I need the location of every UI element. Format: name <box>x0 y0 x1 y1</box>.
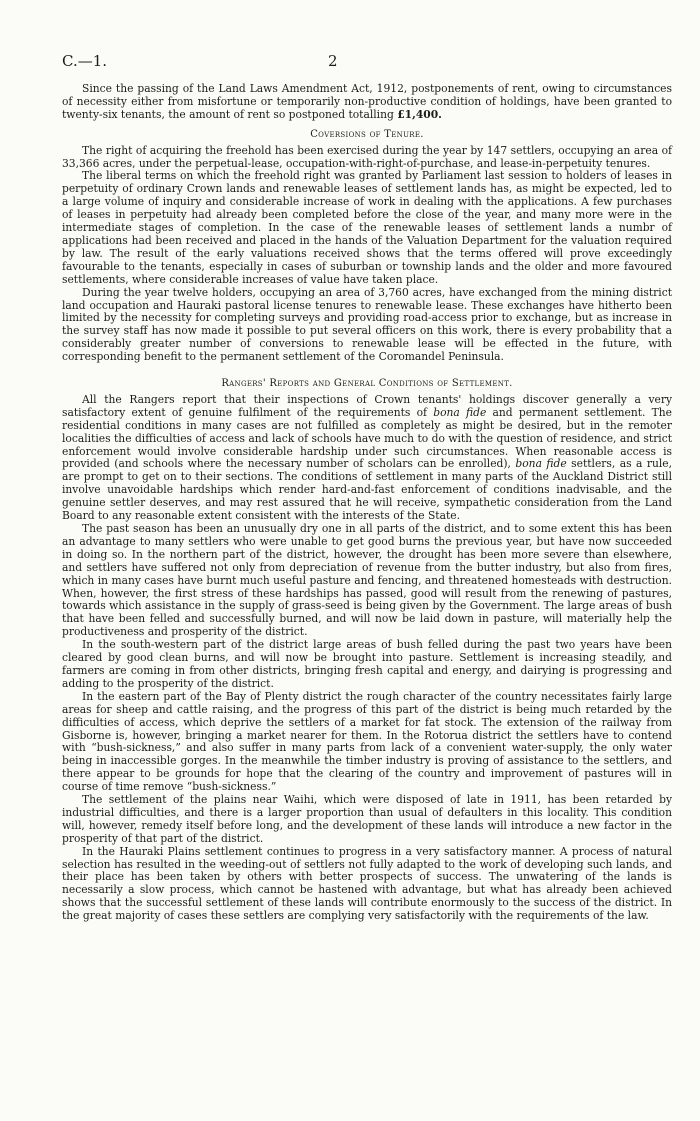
paragraph-rent-postponement <box>62 83 672 122</box>
document-body <box>62 83 672 923</box>
paragraph-exchanges: During the year twelve holders, occupying an area of 3,760 acres, have exchanged from the mining district land occupation and Hauraki pastoral license tenures to renewable lease. These exchanges have hitherto been limited by the necessity for completing surveys and providing road-access prior to exchange, but as increase in the survey staff has now made it possible to put several officers on this work, there is every probability that a considerably greater number of conversions to renewable lease will be effected in the future, with corresponding benefit to the permanent settlement of the Coromandel Peninsula. <box>62 285 672 364</box>
paragraph-dry-season: The past season has been an unusually dry one in all parts of the district, and to some extent this has been an advantage to many settlers who were unable to get good burns the previous year, but have now succeeded in doing so. In the northern part of the district, however, the drought has been more severe than elsewhere, and settlers have suffered not only from depreciation of revenue from the butter industry, but also from fires, which in many cases have burnt much useful pasture and fencing, and threatened homesteads with destruction. When, however, the first stress of these hardships has passed, good will result from the renewing of pastures, towards which assistance in the supply of grass-seed is being given by the Government. The large areas of bush that have been felled and successfully burned, and will now be laid down in pasture, will materially help the productiveness and prosperity of the district. <box>62 522 672 639</box>
page-header <box>62 52 638 76</box>
paragraph-text: Since the passing of the Land Laws Amendment Act, 1912, postponements of rent, owing to circumstances of necessity either from misfortune or temporarily non-productive condition of holdings, have been granted to twenty-six tenants, the amount of rent so postponed totalling <box>62 82 672 121</box>
paragraph-rangers-report <box>62 394 672 523</box>
paragraph-text: and permanent settlement. The residential conditions in many cases are not fulfilled as completely as might be desired, but in the remoter localities the difficulties of access and lack of schools have much to do with the question of residence, and strict enforcement would involve considerable hardship under such circumstances. When reasonable access is provided (and schools where the necessary number of scholars can be enrolled), <box>62 405 672 471</box>
paragraph-bay-of-plenty: In the eastern part of the Bay of Plenty district the rough character of the country necessitates fairly large areas for sheep and cattle raising, and the progress of this part of the district is being much retarded by the difficulties of access, which deprive the settlers of a market for fat stock. The extension of the railway from Gisborne is, however, bringing a market nearer for them. In the Rotorua district the settlers have to contend with “bush-sickness,” and also suffer in many parts from lack of a convenient water-supply, the only water being in inaccessible gorges. In the meanwhile the timber industry is proving of assistance to the settlers, and there appear to be grounds for hope that the clearing of the country and improvement of pastures will in course of time remove “bush-sickness.” <box>62 689 672 794</box>
paragraph-text: settlers, as a rule, are prompt to get on to their sections. The conditions of settlement in many parts of the Auckland District still involve unavoidable hardships which render hard-and-fast enforcement of conditions inadvisable, and the genuine settler deserves, and may rest assured that he will receive, sympathetic consideration from the Land Board to any reasonable extent consistent with the interests of the State. <box>62 457 672 523</box>
italic-term: bona fide <box>515 457 567 471</box>
paragraph-waihi: The settlement of the plains near Waihi, which were disposed of late in 1911, has been retarded by industrial difficulties, and there is a larger proportion than usual of defaulters in this locality. This condition will, however, remedy itself before long, and the development of these lands will introduce a new factor in the prosperity of that part of the district. <box>62 793 672 845</box>
paragraph-text: All the Rangers report that their inspections of Crown tenants' holdings discover generally a very satisfactory extent of genuine fulfilment of the requirements of <box>62 392 672 419</box>
rent-amount: £1,400. <box>397 107 442 121</box>
page-number: 2 <box>328 52 338 70</box>
paragraph-freehold-exercised: The right of acquiring the freehold has been exercised during the year by 147 settlers, occupying an area of 33,366 acres, under the perpetual-lease, occupation-with-right-of-purchase, and lease-in-perpetuity tenures. <box>62 143 672 170</box>
section-heading-conversions: Coversions of Tenure. <box>310 128 424 140</box>
paragraph-hauraki-plains: In the Hauraki Plains settlement continues to progress in a very satisfactory manner. A process of natural selection has resulted in the weeding-out of settlers not fully adapted to the work of developing such lands, and their place has been taken by others with better prospects of success. The unwatering of the lands is necessarily a slow process, which cannot be hastened with advantage, but what has already been achieved shows that the successful settlement of these lands will contribute enormously to the success of the district. In the great majority of cases these settlers are complying very satisfactorily with the requirements of the law. <box>62 844 672 923</box>
document-reference: C.—1. <box>62 52 108 70</box>
paragraph-freehold-terms: The liberal terms on which the freehold right was granted by Parliament last session to holders of leases in perpetuity of ordinary Crown lands and renewable leases of settlement lands has, as might be expected, led to a large volume of inquiry and considerable increase of work in dealing with the applications. A few purchases of leases in perpetuity had already been completed before the close of the year, and many more were in the intermediate stages of completion. In the case of the renewable leases of settlement lands a numbr of applications had been received and placed in the hands of the Valuation Department for the valuation required by law. The result of the early valuations received shows that the terms offered will prove exceedingly favourable to the tenants, especially in cases of suburban or township lands and the older and more favoured settlements, where considerable increases of value have taken place. <box>62 169 672 286</box>
section-heading-rangers-reports: Rangers' Reports and General Conditions of Settlement. <box>221 378 513 390</box>
italic-term: bona fide <box>433 405 487 419</box>
paragraph-south-western: In the south-western part of the district large areas of bush felled during the past two years have been cleared by good clean burns, and will now be brought into pasture. Settlement is increasing steadily, and farmers are coming in from other districts, bringing fresh capital and energy, and dairying is progressing and adding to the prosperity of the district. <box>62 638 672 690</box>
